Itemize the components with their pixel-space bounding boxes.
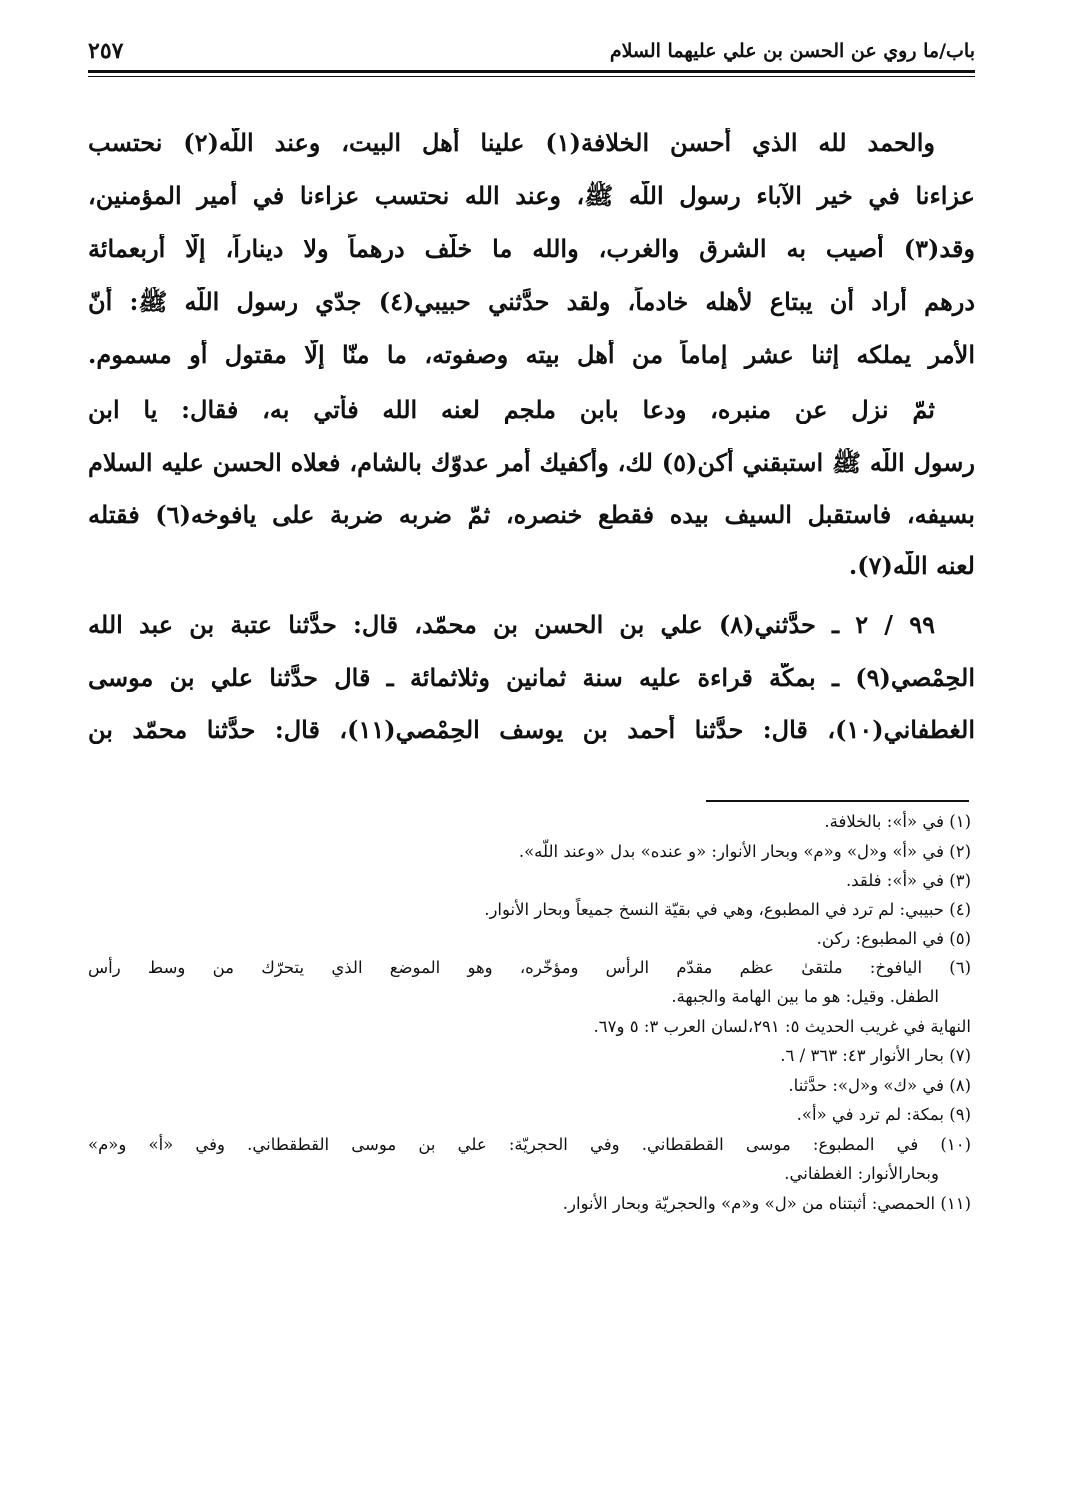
body-line: وقد(٣) أصيب به الشرق والغرب، والله ما خلّف درهماً ولا ديناراً، إلّا أربعمائة xyxy=(88,234,975,263)
footnote: (١) في «أ»: بالخلافة. xyxy=(824,812,971,831)
footnote-continuation: وبحارالأنوار: الغطفاني. xyxy=(784,1164,939,1183)
body-line: الأمر يملكه إثنا عشر إماماً من أهل بيته وصفوته، ما منّا إلّا مقتول أو مسموم. xyxy=(88,340,975,369)
body-line: لعنه اللّه(٧). xyxy=(848,551,975,580)
header-rule-thin xyxy=(88,76,975,77)
header-rule xyxy=(88,70,975,73)
footnote: (٣) في «أ»: فلقد. xyxy=(845,871,971,890)
body-line: الغطفاني(١٠)، قال: حدَّثنا أحمد بن يوسف الحِمْصي(١١)، قال: حدَّثنا محمّد بن xyxy=(88,715,975,744)
page-number: ٢٥٧ xyxy=(88,38,124,64)
footnote: (٩) بمكة: لم ترد في «أ». xyxy=(796,1105,971,1124)
footnote-separator xyxy=(706,800,969,802)
body-line: درهم أراد أن يبتاع لأهله خادماً، ولقد حدَّثني حبيبي(٤) جدّي رسول اللّه ﷺ: أنّ xyxy=(88,287,975,316)
body-line: الحِمْصي(٩) ـ بمكّة قراءة عليه سنة ثمانين وثلاثمائة ـ قال حدَّثنا علي بن موسى xyxy=(88,663,975,692)
footnote: (١١) الحمصي: أثبتناه من «ل» و«م» والحجريّة وبحار الأنوار. xyxy=(562,1194,971,1213)
footnote: (٧) بحار الأنوار ٤٣: ٣٦٣ / ٦. xyxy=(780,1046,971,1065)
footnote: (٦) اليافوخ: ملتقىٰ عظم مقدّم الرأس ومؤخّره، وهو الموضع الذي يتحرّك من وسط رأس xyxy=(88,958,971,977)
footnote: (٤) حبيبي: لم ترد في المطبوع، وهي في بقيّة النسخ جميعاً وبحار الأنوار. xyxy=(484,900,971,919)
body-line: والحمد لله الذي أحسن الخلافة(١) علينا أهل البيت، وعند اللّه(٢) نحتسب xyxy=(88,128,936,157)
footnote: (٥) في المطبوع: ركن. xyxy=(816,929,971,948)
footnote-continuation: الطفل. وقيل: هو ما بين الهامة والجبهة. xyxy=(671,987,939,1006)
body-line: عزاءنا في خير الآباء رسول اللّه ﷺ، وعند الله نحتسب عزاءنا في أمير المؤمنين، xyxy=(88,181,975,210)
body-line: ٩٩ / ٢ ـ حدَّثني(٨) علي بن الحسن بن محمّد، قال: حدَّثنا عتبة بن عبد الله xyxy=(88,610,935,639)
running-title: باب/ما روي عن الحسن بن علي عليهما السلام xyxy=(609,40,975,62)
body-line: ثمّ نزل عن منبره، ودعا بابن ملجم لعنه الله فأتي به، فقال: يا ابن xyxy=(88,395,935,424)
footnote-reference: النهاية في غريب الحديث ٥: ٢٩١،لسان العرب ٣: ٥ و٦٧. xyxy=(593,1017,971,1036)
body-line: رسول اللّه ﷺ استبقني أكن(٥) لك، وأكفيك أمر عدوّك بالشام، فعلاه الحسن عليه السلام xyxy=(88,448,975,477)
footnote: (١٠) في المطبوع: موسى القطقطاني. وفي الحجريّة: علي بن موسى القطقطاني. وفي «أ» و«م» xyxy=(88,1135,971,1154)
body-line: بسيفه، فاستقبل السيف بيده فقطع خنصره، ثمّ ضربه ضربة على يافوخه(٦) فقتله xyxy=(88,500,975,529)
footnote: (٨) في «ك» و«ل»: حدَّثنا. xyxy=(788,1076,971,1095)
footnote: (٢) في «أ» و«ل» و«م» وبحار الأنوار: «و عنده» بدل «وعند اللّه». xyxy=(518,842,971,861)
